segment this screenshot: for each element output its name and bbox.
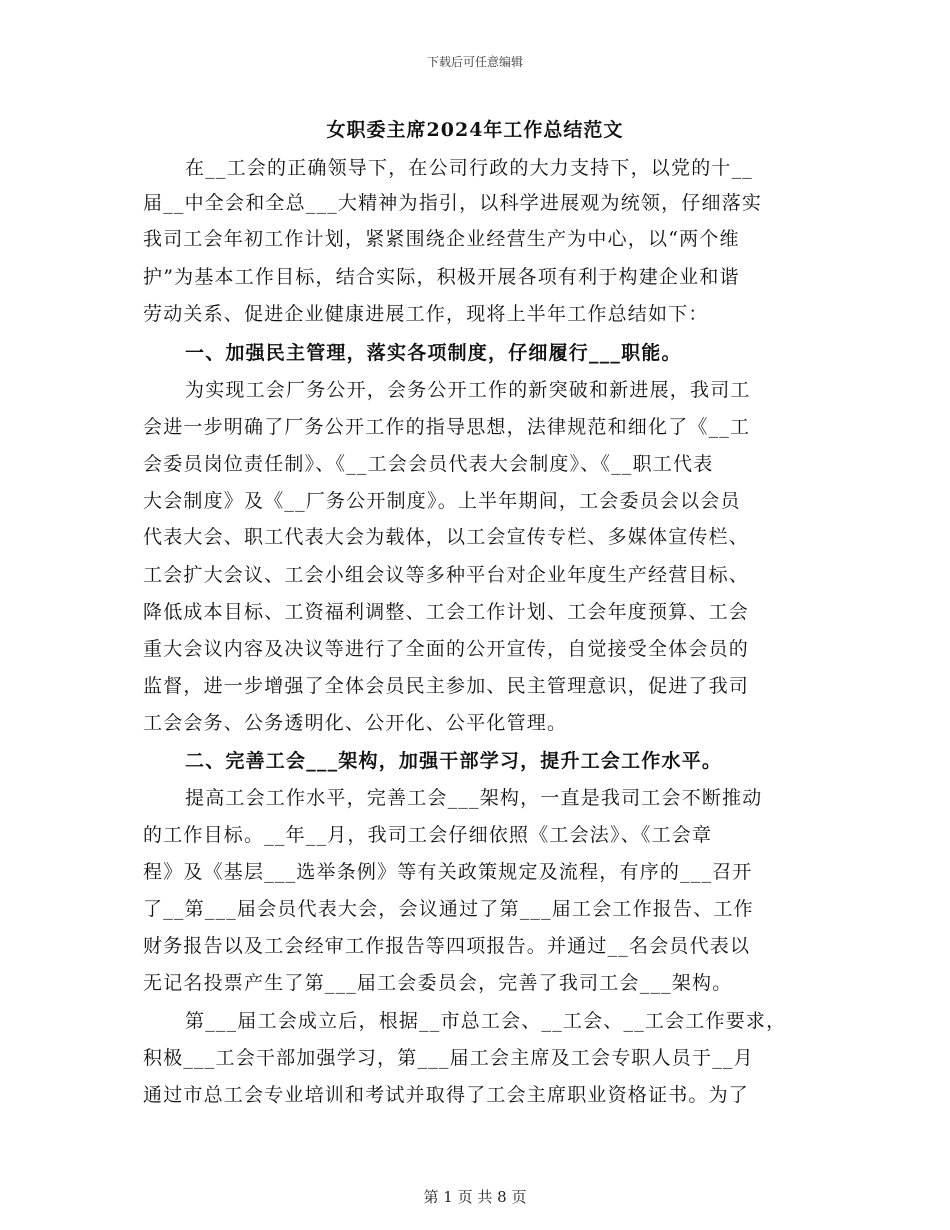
page-footer: 第 1 页 共 8 页 bbox=[423, 1188, 527, 1206]
paragraph-line: 降低成本目标、工资福利调整、工会工作计划、工会年度预算、工会 bbox=[143, 601, 750, 623]
paragraph-line: 无记名投票产生了第___届工会委员会，完善了我司工会___架构。 bbox=[143, 972, 733, 994]
section-heading: 一、加强民主管理，落实各项制度，仔细履行___职能。 bbox=[185, 342, 682, 364]
paragraph-line: 在__工会的正确领导下，在公司行政的大力支持下，以党的十__ bbox=[185, 157, 754, 179]
paragraph-line: 代表大会、职工代表大会为载体，以工会宣传专栏、多媒体宣传栏、 bbox=[143, 526, 750, 548]
paragraph-line: 重大会议内容及决议等进行了全面的公开宣传，自觉接受全体会员的 bbox=[143, 638, 750, 660]
paragraph-line: 财务报告以及工会经审工作报告等四项报告。并通过__名会员代表以 bbox=[143, 935, 751, 957]
paragraph-line: 我司工会年初工作计划，紧紧围绕企业经营生产为中心，以“两个维 bbox=[143, 228, 740, 250]
paragraph-line: 程》及《基层___选举条例》等有关政策规定及流程，有序的___召开 bbox=[143, 861, 753, 883]
paragraph-line: 的工作目标。__年__月，我司工会仔细依照《工会法》、《工会章 bbox=[143, 824, 713, 846]
paragraph-line: 工会扩大会议、工会小组会议等多种平台对企业年度生产经营目标、 bbox=[143, 564, 750, 586]
paragraph-line: 监督，进一步增强了全体会员民主参加、民主管理意识，促进了我司 bbox=[143, 675, 750, 697]
paragraph-line: 护”为基本工作目标，结合实际，积极开展各项有利于构建企业和谐 bbox=[143, 266, 740, 288]
header-note: 下载后可任意编辑 bbox=[426, 55, 523, 69]
paragraph-line: 劳动关系、促进企业健康进展工作，现将上半年工作总结如下： bbox=[143, 303, 709, 325]
section-heading: 二、完善工会___架构，加强干部学习，提升工会工作水平。 bbox=[185, 750, 723, 772]
paragraph-line: 届__中全会和全总___大精神为指引，以科学进展观为统领，仔细落实 bbox=[143, 192, 763, 214]
paragraph-line: 为实现工会厂务公开，会务公开工作的新突破和新进展，我司工 bbox=[185, 379, 751, 401]
paragraph-line: 了__第___届会员代表大会，会议通过了第___届工会工作报告、工作 bbox=[143, 898, 754, 920]
document-title: 女职委主席2024年工作总结范文 bbox=[326, 119, 624, 141]
paragraph-line: 积极___工会干部加强学习，第___届工会主席及工会专职人员于__月 bbox=[143, 1047, 754, 1069]
paragraph-line: 大会制度》及《__厂务公开制度》。上半年期间，工会委员会以会员 bbox=[143, 490, 741, 512]
paragraph-line: 会进一步明确了厂务公开工作的指导思想，法律规范和细化了《__工 bbox=[143, 416, 751, 438]
paragraph-line: 提高工会工作水平，完善工会___架构，一直是我司工会不断推动 bbox=[185, 787, 763, 809]
paragraph-line: 会委员岗位责任制》、《__工会会员代表大会制度》、《__职工代表 bbox=[143, 453, 714, 475]
paragraph-line: 第___届工会成立后，根据__市总工会、__工会、__工会工作要求， bbox=[185, 1010, 787, 1032]
paragraph-line: 工会会务、公务透明化、公开化、公平化管理。 bbox=[143, 712, 568, 734]
paragraph-line: 通过市总工会专业培训和考试并取得了工会主席职业资格证书。为了 bbox=[143, 1084, 750, 1106]
